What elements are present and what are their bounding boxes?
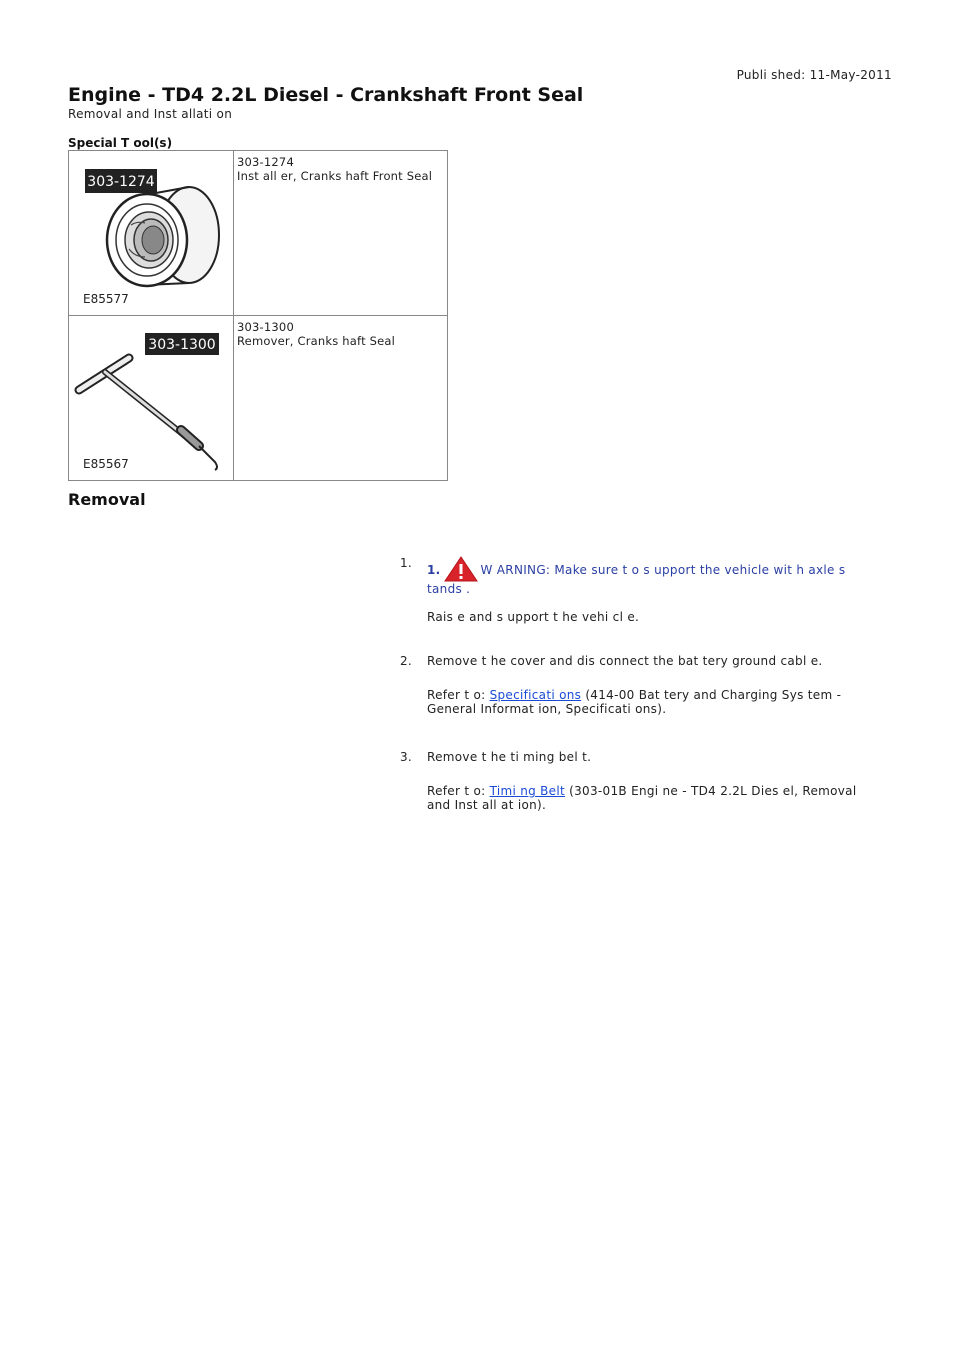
refer-to [427,784,880,812]
refer-suffix: (303-01B Engi ne - TD4 2.2L Dies el, Removal and Inst all at ion). [427,784,857,812]
tool-description-cell [234,316,448,481]
seal-installer-image [71,153,231,313]
tool-number: 303-1300 [237,320,294,334]
removal-steps [400,556,880,812]
tool-name: Inst all er, Cranks haft Front Seal [237,169,433,183]
published-date: Publi shed: 11-May-2011 [736,68,892,82]
step-text: Remove t he cover and dis connect the bat tery ground cabl e. [427,654,823,668]
refer-to [427,688,880,716]
tool-row [69,316,448,481]
step-number: 3. [400,750,413,764]
warning-prefix: 1. [427,563,441,577]
step-number: 2. [400,654,413,668]
tool-image-code: E85567 [83,457,129,471]
special-tools-heading: Special T ool(s) [68,136,173,150]
warning-message: W ARNING: Make sure t o s upport the vehicle wit h axle s tands . [427,563,846,596]
page-title: Engine - TD4 2.2L Diesel - Crankshaft Front Seal [68,84,584,106]
step-text: Remove t he ti ming bel t. [427,750,592,764]
tool-description-cell [234,151,448,316]
refer-prefix: Refer t o: [427,688,486,702]
tool-image-cell [69,316,234,481]
tool-image-label: 303-1274 [87,174,155,190]
refer-suffix: (414-00 Bat tery and Charging Sys tem - General Informat ion, Specificati ons). [427,688,842,716]
warning-text [427,556,880,596]
tool-number: 303-1274 [237,155,294,169]
specifications-link[interactable]: Specificati ons [489,688,582,702]
warning-icon [444,556,478,582]
tool-image-cell [69,151,234,316]
step-2 [400,654,880,716]
timing-belt-link[interactable]: Timi ng Belt [489,784,566,798]
step-number: 1. [400,556,413,570]
step-text: Rais e and s upport t he vehi cl e. [427,610,640,624]
tool-row [69,151,448,316]
step-3 [400,750,880,812]
tool-image-code: E85577 [83,292,129,306]
step-1 [400,556,880,624]
page-subtitle: Removal and Inst allati on [68,107,233,121]
removal-heading: Removal [68,490,146,509]
tool-image-label: 303-1300 [148,337,216,353]
tool-name: Remover, Cranks haft Seal [237,334,396,348]
refer-prefix: Refer t o: [427,784,486,798]
seal-remover-image [71,318,231,478]
special-tools-table [68,150,448,481]
